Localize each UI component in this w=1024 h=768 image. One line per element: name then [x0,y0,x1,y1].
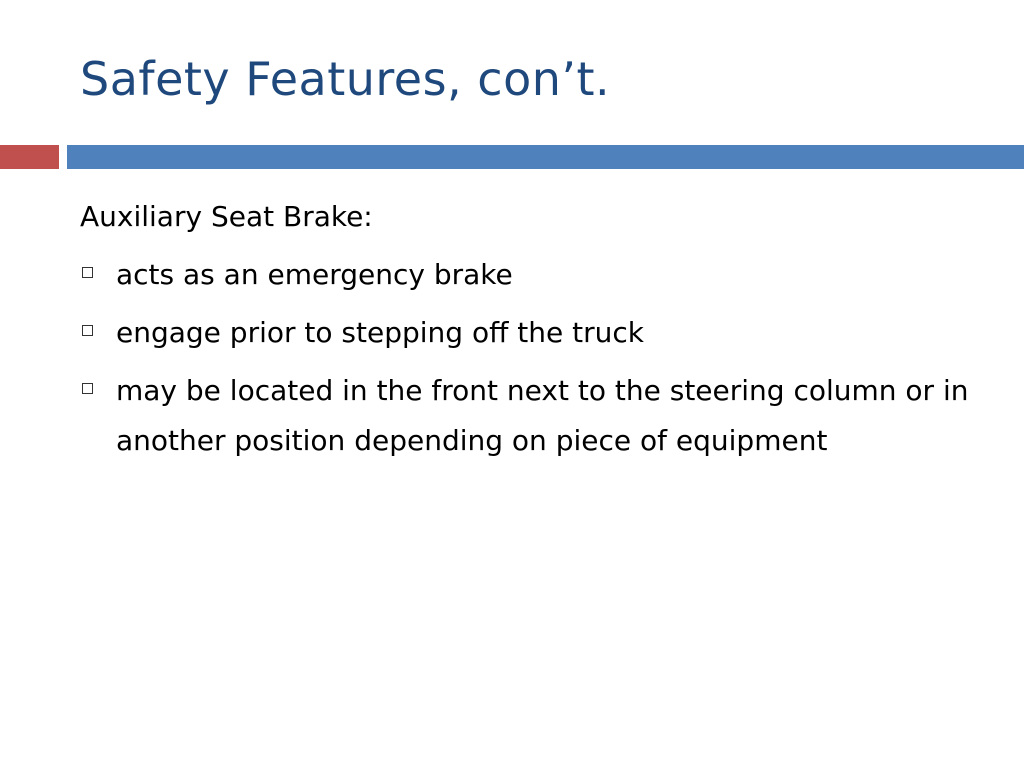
accent-bar-red [0,145,59,169]
square-bullet-icon [82,267,93,278]
intro-text: Auxiliary Seat Brake: [80,200,373,233]
square-bullet-icon [82,325,93,336]
bullet-text: acts as an emergency brake [116,258,513,291]
slide-title: Safety Features, con’t. [80,52,611,106]
bullet-item [80,308,980,358]
bullet-item [80,366,980,466]
slide-content [80,192,980,474]
bullet-text: may be located in the front next to the steering column or in another position depending on piece of equipment [116,374,969,457]
accent-bar-blue [67,145,1024,169]
bullet-item [80,250,980,300]
bullet-text: engage prior to stepping off the truck [116,316,644,349]
bullet-list [80,250,980,466]
square-bullet-icon [82,383,93,394]
